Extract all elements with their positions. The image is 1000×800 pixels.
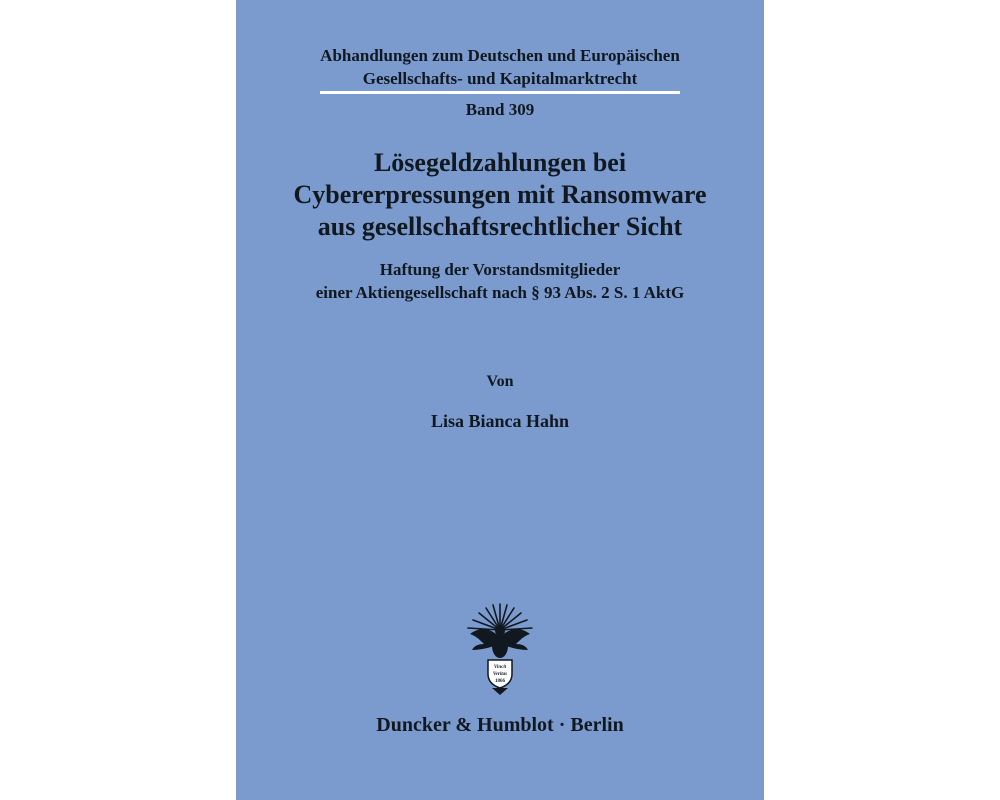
book-title-line-1: Lösegeldzahlungen bei — [373, 148, 627, 177]
logo-year: 1866 — [495, 679, 505, 684]
eagle-emblem-icon — [462, 600, 538, 696]
publisher-name: Duncker & Humblot · Berlin — [376, 714, 624, 736]
book-title-line-2: Cybererpressungen mit Ransomware — [293, 180, 707, 209]
divider-rule — [320, 91, 680, 94]
logo-motto-1: Vincit — [493, 665, 507, 670]
author-name: Lisa Bianca Hahn — [430, 411, 570, 431]
logo-motto-2: Veritas — [492, 672, 508, 677]
series-title-line-2: Gesellschafts- und Kapitalmarktrecht — [362, 69, 638, 88]
book-title — [236, 147, 764, 243]
series-title-line-1: Abhandlungen zum Deutschen und Europäischen — [320, 46, 680, 65]
book-cover — [236, 0, 764, 800]
volume-number: Band 309 — [465, 100, 535, 119]
book-subtitle-line-1: Haftung der Vorstandsmitglieder — [379, 260, 621, 279]
by-label: Von — [486, 373, 514, 390]
series-title — [236, 44, 764, 90]
book-subtitle-line-2: einer Aktiengesellschaft nach § 93 Abs. 2 S. 1 AktG — [315, 283, 685, 302]
book-title-line-3: aus gesellschaftsrechtlicher Sicht — [317, 212, 683, 241]
book-subtitle — [236, 258, 764, 304]
